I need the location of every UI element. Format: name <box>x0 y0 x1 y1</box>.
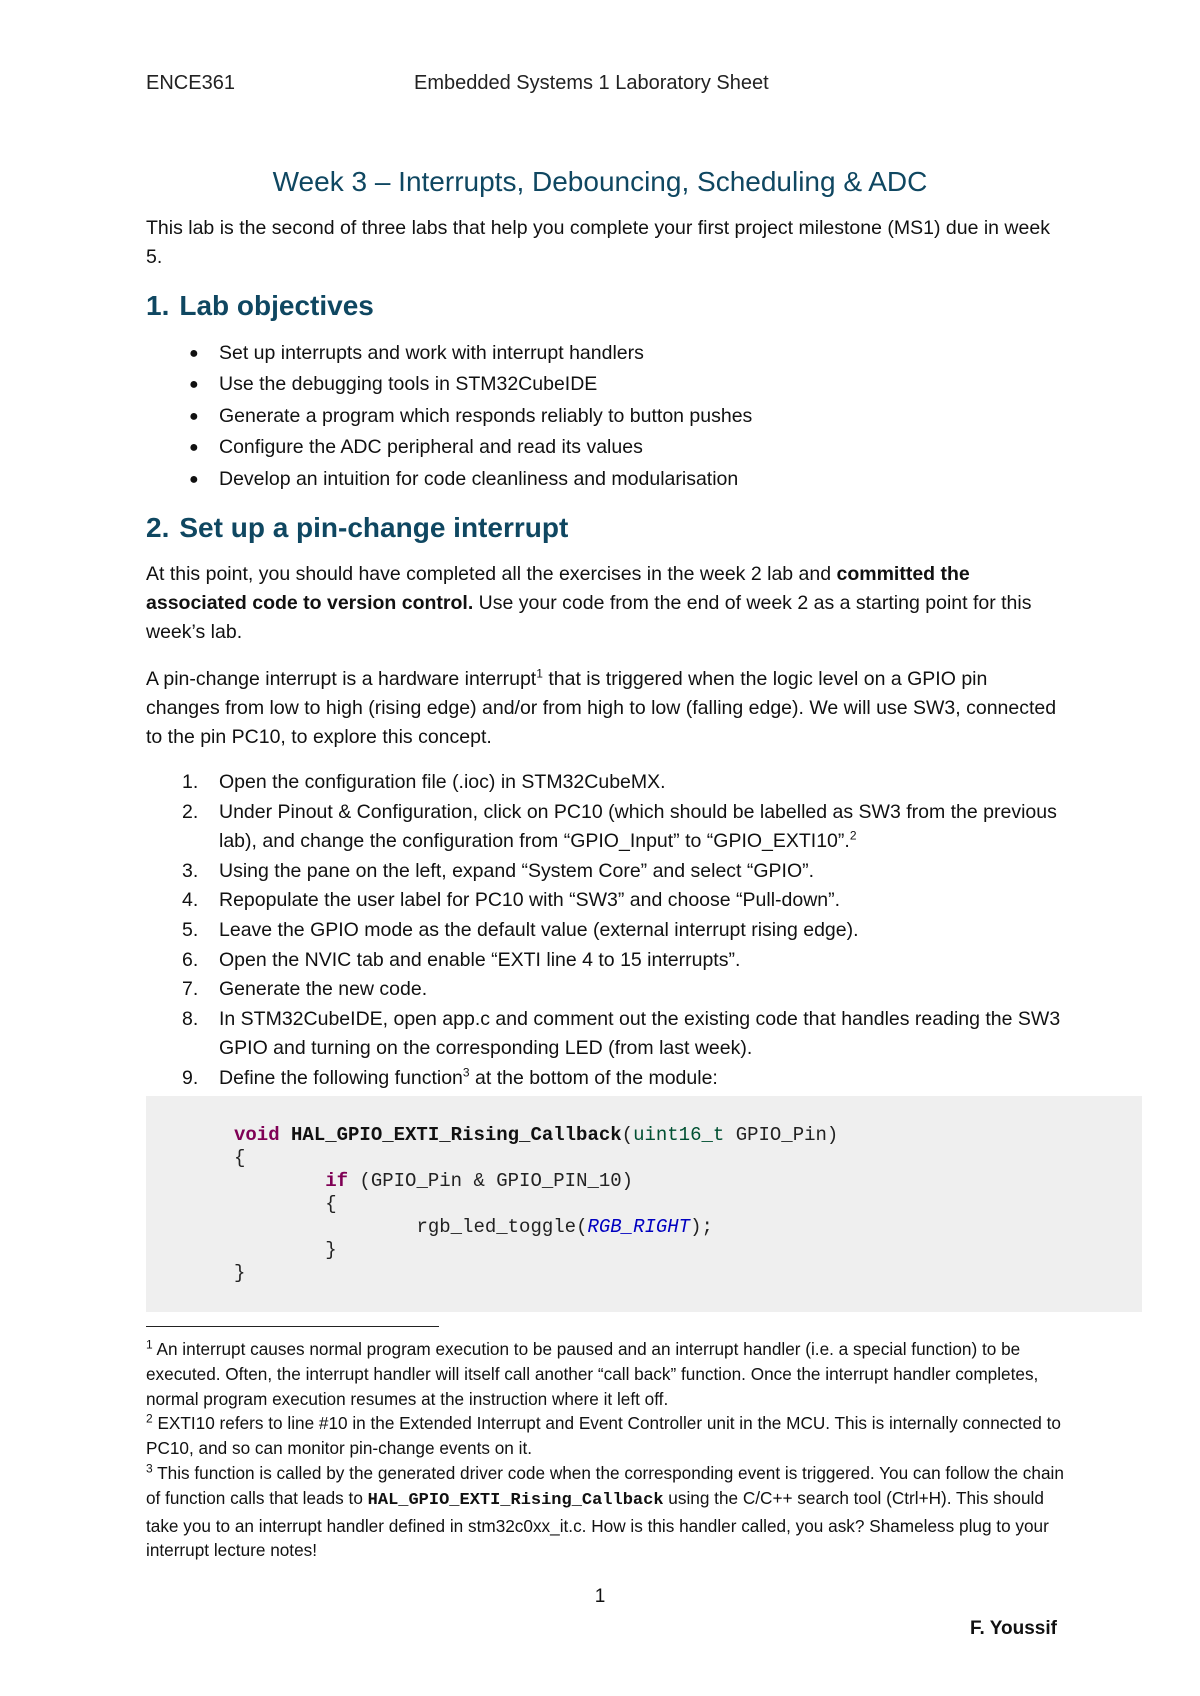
footnotes <box>146 1337 1076 1563</box>
steps-list <box>146 768 1066 1094</box>
step-text: Leave the GPIO mode as the default value (external interrupt rising edge). <box>219 918 859 941</box>
code-text: (GPIO_Pin & GPIO_PIN_10) <box>348 1170 634 1192</box>
footnote-1 <box>146 1337 1076 1411</box>
header-sheet-title: Embedded Systems 1 Laboratory Sheet <box>414 72 769 94</box>
step-number: 9. <box>182 1066 199 1089</box>
step-number: 4. <box>182 889 199 912</box>
paragraph-text: that is triggered when the logic level on a GPIO pin changes from low to high (rising edge) and/or from high to low (falling edge). We will use SW3, connected to the pin PC10, to explore this concept. <box>146 668 1057 748</box>
step-text: Define the following function <box>219 1066 463 1089</box>
author-name: F. Youssif <box>970 1618 1057 1639</box>
footnote-ref[interactable]: 1 <box>536 666 543 681</box>
footnote-2 <box>146 1411 1076 1461</box>
page-number: 1 <box>594 1586 606 1607</box>
list-item-text: Develop an intuition for code cleanliness and modularisation <box>219 467 739 490</box>
step-text: Using the pane on the left, expand “System Core” and select “GPIO”. <box>219 859 815 882</box>
bullet-icon: ● <box>189 470 199 488</box>
list-item <box>146 768 1066 798</box>
step-text: Repopulate the user label for PC10 with “SW3” and choose “Pull-down”. <box>219 889 841 912</box>
footnote-3 <box>146 1461 1076 1563</box>
code-text: ( <box>621 1124 634 1146</box>
list-item <box>146 798 1066 857</box>
code-keyword: if <box>325 1170 349 1192</box>
list-item <box>146 886 1066 916</box>
step-text: Open the NVIC tab and enable “EXTI line 4 to 15 interrupts”. <box>219 948 741 971</box>
list-item <box>146 857 1066 887</box>
list-item-text: Generate a program which responds reliably to button pushes <box>219 404 753 427</box>
code-text: } <box>234 1262 246 1284</box>
step-text: Under Pinout & Configuration, click on PC10 (which should be labelled as SW3 from the previous lab), and change the configuration from “GPIO_Input” to “GPIO_EXTI10”. <box>219 800 1057 853</box>
section-2-number: 2. <box>146 512 170 543</box>
footnote-text: This function is called by the generated driver code when the corresponding event is triggered. You can follow the chain of function calls that leads to <box>146 1462 1064 1508</box>
list-item <box>146 369 1066 400</box>
code-text: { <box>234 1147 246 1169</box>
footnote-ref[interactable]: 2 <box>849 828 857 843</box>
paragraph-text: At this point, you should have completed all the exercises in the week 2 lab and <box>146 563 837 585</box>
code-keyword: void <box>234 1124 280 1146</box>
list-item-text: Set up interrupts and work with interrupt handlers <box>219 342 644 364</box>
step-number: 8. <box>182 1007 199 1030</box>
list-item <box>146 946 1066 976</box>
paragraph-text: A pin-change interrupt is a hardware interrupt <box>146 668 537 690</box>
code-text: GPIO_Pin) <box>724 1124 839 1146</box>
code-text: ); <box>690 1216 713 1238</box>
list-item-text: Use the debugging tools in STM32CubeIDE <box>219 373 598 396</box>
step-number: 6. <box>182 948 199 971</box>
list-item-text: Configure the ADC peripheral and read its values <box>219 436 643 459</box>
section-2-paragraph-2 <box>146 665 1066 752</box>
step-number: 1. <box>182 771 199 793</box>
step-number: 7. <box>182 978 199 1001</box>
step-text: at the bottom of the module: <box>469 1066 718 1089</box>
step-number: 5. <box>182 918 199 941</box>
bullet-icon: ● <box>189 345 199 362</box>
code-type: uint16_t <box>633 1124 725 1146</box>
list-item <box>146 1064 1066 1094</box>
footnote-number: 1 <box>146 1337 153 1352</box>
section-2-title: Set up a pin-change interrupt <box>179 512 569 543</box>
footnote-separator <box>146 1326 439 1327</box>
list-item <box>146 464 1066 495</box>
list-item <box>146 1005 1066 1064</box>
footnote-text: An interrupt causes normal program execution to be paused and an interrupt handler (i.e. a special function) to be executed. Often, the interrupt handler will itself call another “call back” function. Once the interrupt handler completes, normal program execution resumes at the instruction where it left off. <box>146 1339 1039 1409</box>
bullet-icon: ● <box>189 407 199 425</box>
section-1-number: 1. <box>146 290 170 321</box>
paragraph-bold-text: committed the associated code to version control. <box>146 563 970 614</box>
paragraph-text: Use your code from the end of week 2 as a starting point for this week’s lab. <box>146 592 1032 643</box>
section-1-heading <box>146 290 374 322</box>
step-text: Generate the new code. <box>219 978 428 1001</box>
bullet-icon: ● <box>189 376 199 394</box>
step-number: 2. <box>182 800 199 823</box>
code-constant: RGB_RIGHT <box>587 1216 691 1238</box>
code-function-name: HAL_GPIO_EXTI_Rising_Callback <box>291 1124 622 1146</box>
step-number: 3. <box>182 859 199 882</box>
code-text: rgb_led_toggle( <box>416 1216 588 1238</box>
footnote-number: 3 <box>146 1461 153 1476</box>
section-1-title: Lab objectives <box>179 290 374 321</box>
list-item <box>146 338 1066 369</box>
code-text: { <box>325 1193 337 1215</box>
page-title: Week 3 – Interrupts, Debouncing, Scheduling & ADC <box>272 166 928 197</box>
section-2-heading <box>146 512 568 544</box>
list-item <box>146 916 1066 946</box>
list-item <box>146 432 1066 463</box>
footnote-number: 2 <box>146 1411 153 1426</box>
code-block <box>234 1124 838 1285</box>
footnote-text: using the C/C++ search tool (Ctrl+H). This should take you to an interrupt handler defined in stm32c0xx_it.c. How is this handler called, you ask? Shameless plug to your interrupt lecture notes! <box>146 1487 1049 1561</box>
step-text: In STM32CubeIDE, open app.c and comment out the existing code that handles reading the SW3 GPIO and turning on the corresponding LED (from last week). <box>219 1007 1061 1060</box>
code-text: } <box>325 1239 337 1261</box>
section-2-paragraph-1 <box>146 560 1066 647</box>
objectives-list <box>146 338 1066 495</box>
step-text: Open the configuration file (.ioc) in STM32CubeMX. <box>219 771 666 793</box>
footnote-text: EXTI10 refers to line #10 in the Extended Interrupt and Event Controller unit in the MCU. This is internally connected to PC10, and so can monitor pin-change events on it. <box>146 1413 1061 1459</box>
list-item <box>146 401 1066 432</box>
bullet-icon: ● <box>189 439 199 457</box>
header-course-code: ENCE361 <box>146 72 235 94</box>
footnote-code: HAL_GPIO_EXTI_Rising_Callback <box>367 1490 664 1510</box>
footnote-ref[interactable]: 3 <box>462 1065 470 1080</box>
list-item <box>146 975 1066 1005</box>
intro-paragraph: This lab is the second of three labs that help you complete your first project milestone (MS1) due in week 5. <box>146 217 1050 268</box>
